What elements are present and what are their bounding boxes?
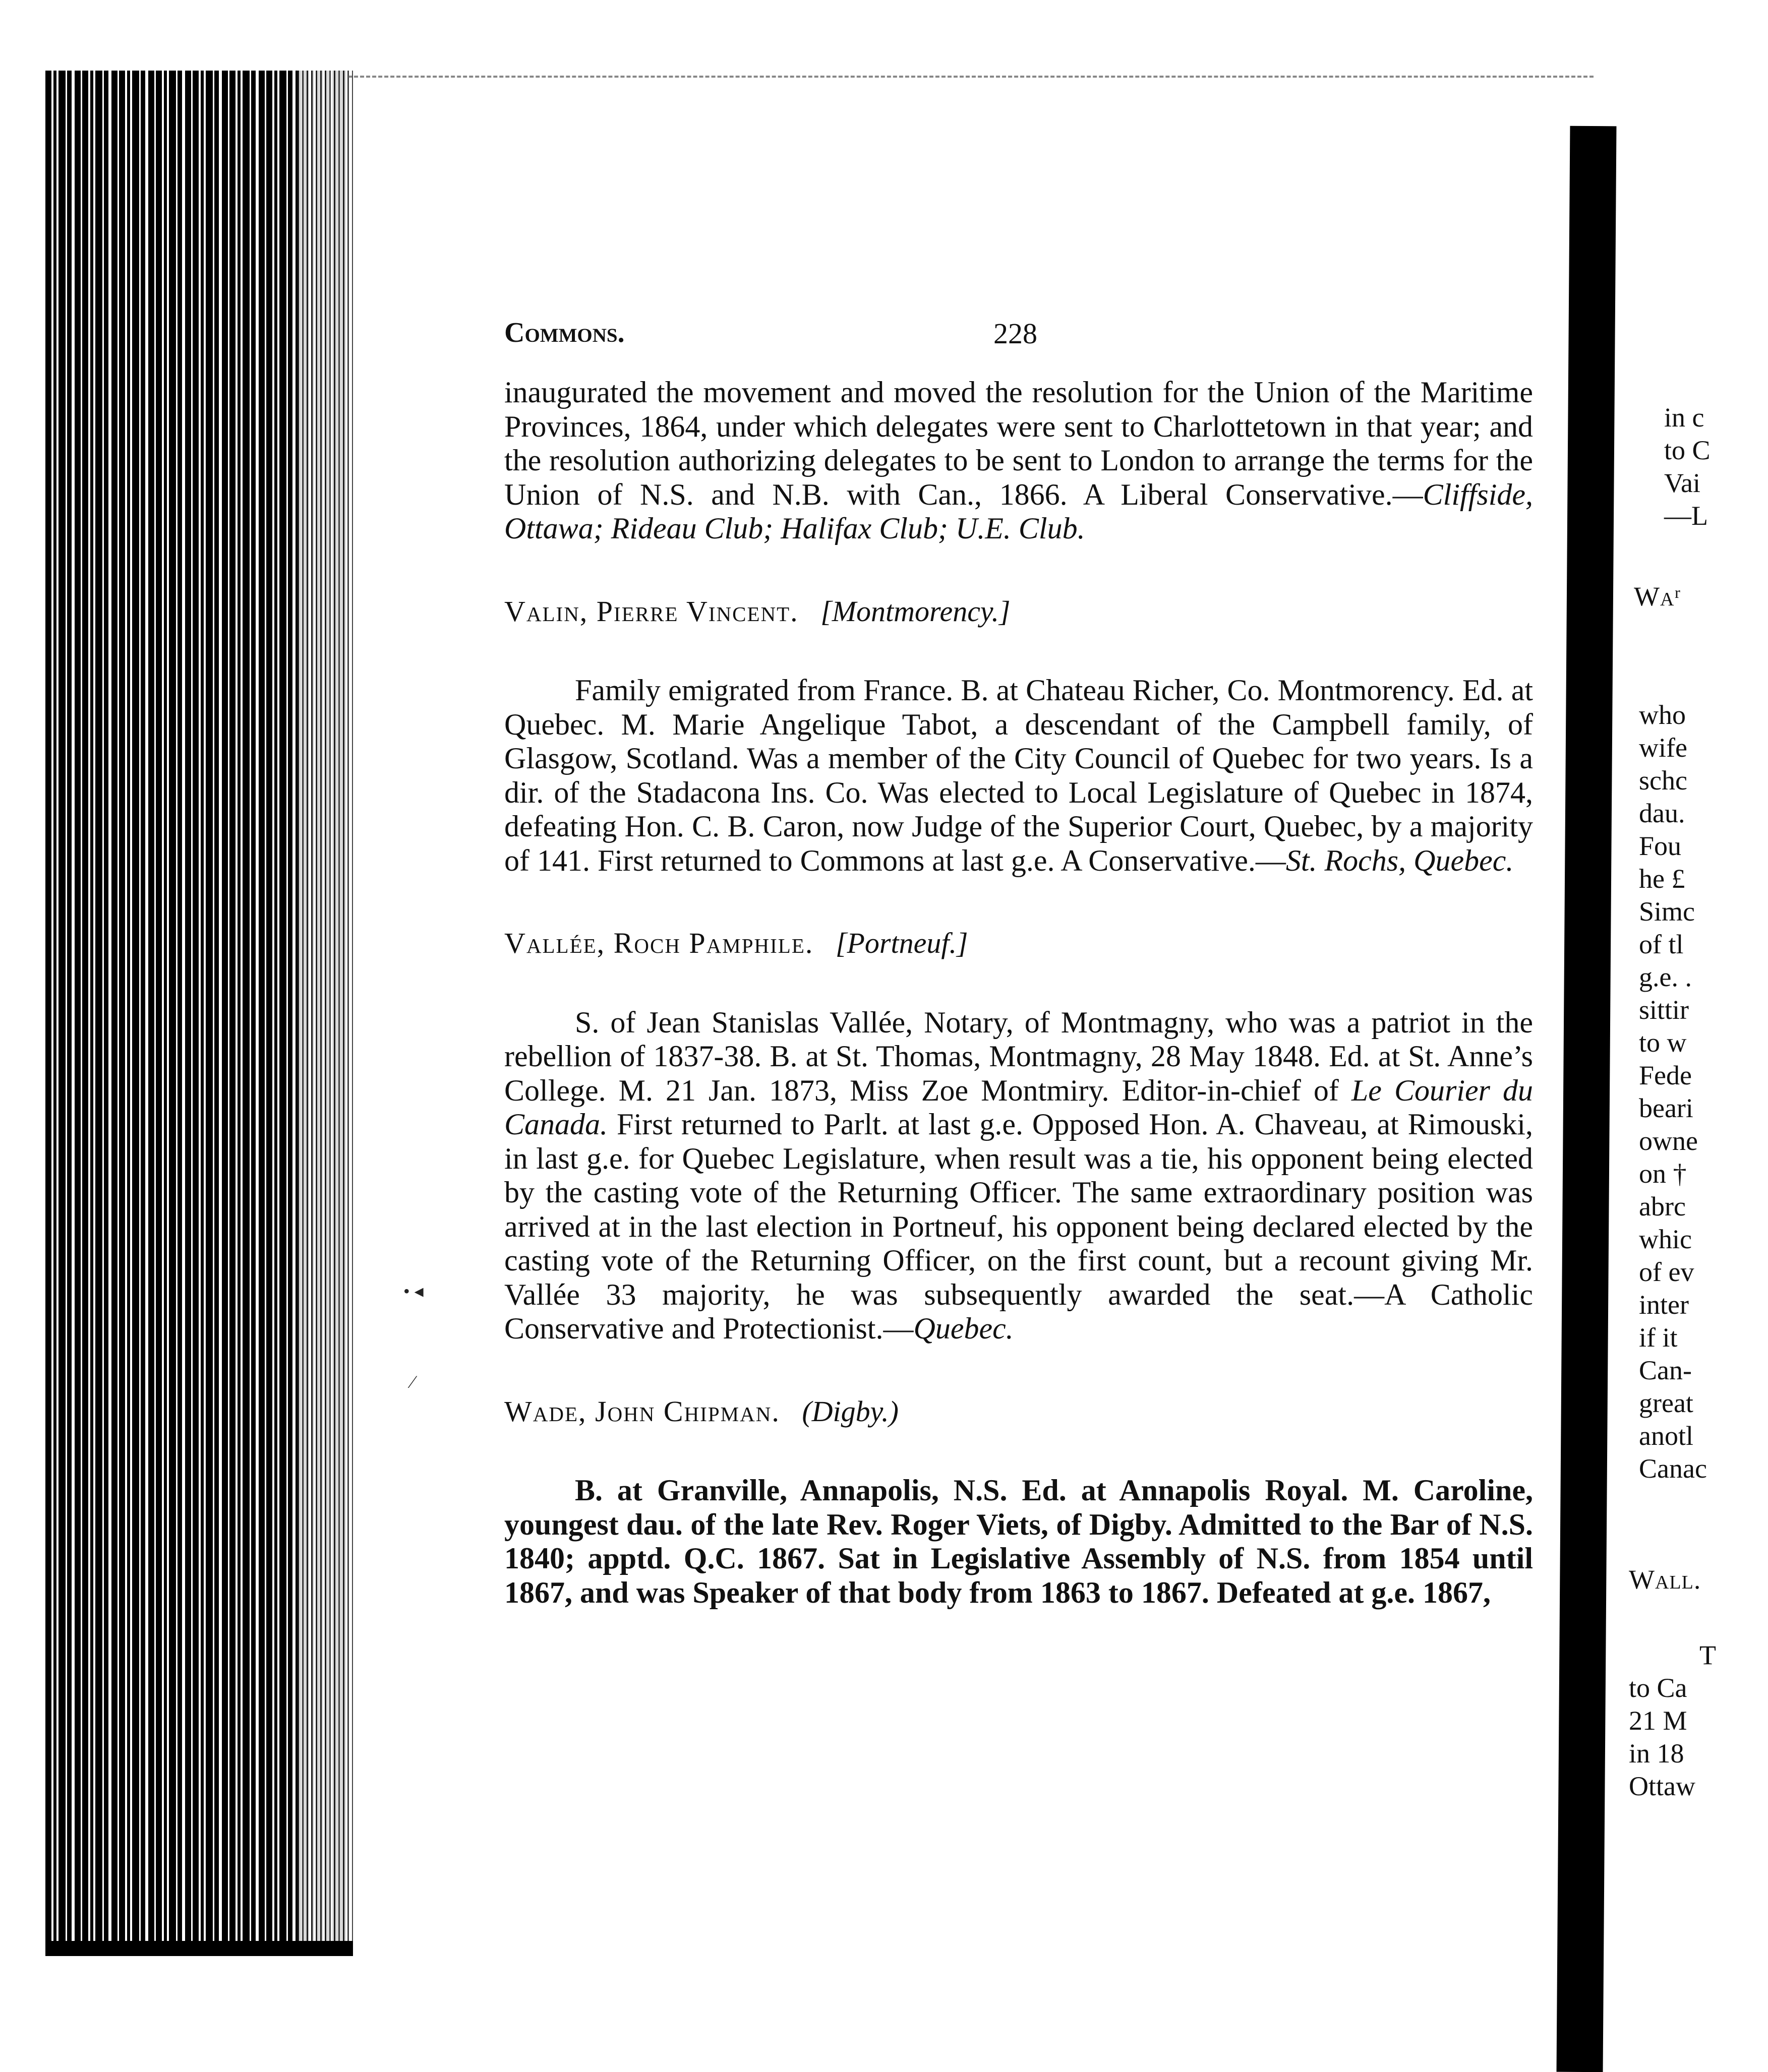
entry-body: [504, 1474, 1533, 1610]
binding-shadow: [298, 71, 353, 1956]
facing-page-fragment: sittir: [1639, 995, 1689, 1025]
facing-page-fragment: he £: [1639, 864, 1685, 894]
entry-heading: [504, 594, 1533, 629]
facing-page-fragment: inter: [1639, 1290, 1689, 1320]
scan-speck: • ◂: [403, 1281, 424, 1301]
continuation-paragraph: [504, 376, 1533, 546]
running-head: [504, 317, 1533, 357]
facing-page-fragment: on †: [1639, 1159, 1687, 1189]
facing-page-fragment: anotl: [1639, 1421, 1693, 1451]
member-address: St. Rochs, Quebec.: [1285, 843, 1514, 877]
facing-page-fragment: whic: [1639, 1224, 1692, 1254]
facing-page-fragment: of ev: [1639, 1257, 1694, 1287]
facing-page-fragment: to C: [1664, 435, 1711, 465]
continuation-addresses: Cliffside, Ottawa; Rideau Club; Halifax Club; U.E. Club.: [504, 477, 1533, 545]
facing-page-fragment: dau.: [1639, 798, 1685, 828]
continuation-text: inaugurated the movement and moved the resolution for the Union of the Maritime Provinces, 1864, under which delegates were sent to Charlottetown in that year; and the resolution authorizing delegates to be sent to London to arrange the terms for the Union of N.S. and N.B. with Can., 1866. A Liberal Conservative.—: [504, 376, 1533, 511]
top-page-edge: [348, 76, 1594, 78]
member-address: Quebec.: [913, 1312, 1014, 1345]
entry-body: [504, 674, 1533, 878]
facing-page-fragment: Can‐: [1639, 1355, 1692, 1385]
facing-page-fragment: Waʳ: [1634, 581, 1681, 612]
facing-page-fragment: who: [1639, 700, 1686, 730]
biography-text: S. of Jean Stanislas Vallée, Notary, of Montmagny, who was a patriot in the rebellion of 1837-38. B. at St. Thomas, Montmagny, 28 May 1848. Ed. at St. Anne’s College. M. 21 Jan. 1873, Miss Zoe Montmiry. Editor-in-chief of: [504, 1005, 1533, 1107]
facing-page-fragment: Vai: [1664, 468, 1700, 498]
biography-text: Family emigrated from France. B. at Chateau Richer, Co. Montmorency. Ed. at Quebec. M. Marie Angelique Tabot, a descendant of the Campbell family, of Glasgow, Scotland. Was a member of the City Council of Quebec for two years. Is a dir. of the Stadacona Ins. Co. Was elected to Local Legislature of Quebec in 1874, defeating Hon. C. B. Caron, now Judge of the Superior Court, Quebec, by a majority of 141. First returned to Commons at last g.e. A Conservative.—: [504, 674, 1533, 877]
newspaper-title: Le Courier du Canada.: [504, 1073, 1533, 1141]
facing-page-fragments: [1619, 0, 1768, 2069]
main-text-column: [504, 376, 1533, 1610]
facing-page-fragment: owne: [1639, 1126, 1698, 1156]
constituency: [Montmorency.]: [820, 594, 1011, 628]
entry-heading: [504, 1394, 1533, 1429]
entry-heading: [504, 926, 1533, 960]
facing-page-fragment: g.e. .: [1639, 962, 1692, 992]
facing-page-fragment: Ottaw: [1629, 1771, 1695, 1801]
facing-page-fragment: Fou: [1639, 831, 1682, 861]
facing-page-fragment: to w: [1639, 1027, 1687, 1058]
member-name: Valin, Pierre Vincent.: [504, 594, 799, 628]
biography-text-continued: First returned to Parlt. at last g.e. Opposed Hon. A. Chaveau, at Rimouski, in last g.e. for Quebec Legislature, when result was a tie, his opponent being elected by the casting vote of the Returning Officer. The same extraordinary position was arrived at in the last election in Portneuf, his opponent being declared elected by the casting vote of the Returning Officer, on the first count, but a recount giving Mr. Vallée 33 majority, he was subsequently awarded the seat.—A Catholic Conservative and Protectionist.—: [504, 1108, 1533, 1345]
facing-page-fragment: —L: [1664, 501, 1708, 531]
facing-page-fragment: Fede: [1639, 1060, 1692, 1090]
facing-page-fragment: if it: [1639, 1322, 1678, 1353]
entry-body: [504, 1006, 1533, 1346]
facing-page-fragment: wife: [1639, 733, 1687, 763]
facing-page-fragment: to Ca: [1629, 1673, 1687, 1703]
facing-page-fragment: in c: [1664, 402, 1704, 433]
section-title: Commons.: [504, 317, 625, 348]
facing-page-fragment: Wall.: [1629, 1564, 1701, 1595]
facing-page-fragment: schc: [1639, 765, 1687, 796]
facing-page-fragment: in 18: [1629, 1738, 1684, 1769]
facing-page-fragment: beari: [1639, 1093, 1693, 1123]
biography-text: B. at Granville, Annapolis, N.S. Ed. at Annapolis Royal. M. Caroline, youngest dau. of the late Rev. Roger Viets, of Digby. Admitted to the Bar of N.S. 1840; apptd. Q.C. 1867. Sat in Legislative Assembly of N.S. from 1854 until 1867, and was Speaker of that body from 1863 to 1867. Defeated at g.e. 1867,: [504, 1474, 1533, 1609]
member-name: Vallée, Roch Pamphile.: [504, 927, 814, 959]
member-name: Wade, John Chipman.: [504, 1394, 780, 1428]
gutter-shadow: [1557, 126, 1617, 2072]
facing-page-fragment: great: [1639, 1388, 1693, 1418]
constituency: (Digby.): [802, 1394, 899, 1428]
facing-page-fragment: Canac: [1639, 1453, 1707, 1484]
scan-speck: ⁄: [411, 1372, 415, 1392]
binding-base: [50, 1941, 353, 1956]
facing-page-fragment: abrc: [1639, 1191, 1686, 1222]
facing-page-fragment: of tl: [1639, 929, 1684, 959]
facing-page-fragment: Simc: [1639, 896, 1695, 927]
facing-page-fragment: T: [1699, 1640, 1716, 1670]
constituency: [Portneuf.]: [835, 927, 968, 959]
facing-page-fragment: 21 M: [1629, 1705, 1687, 1736]
page-number: 228: [993, 317, 1037, 350]
